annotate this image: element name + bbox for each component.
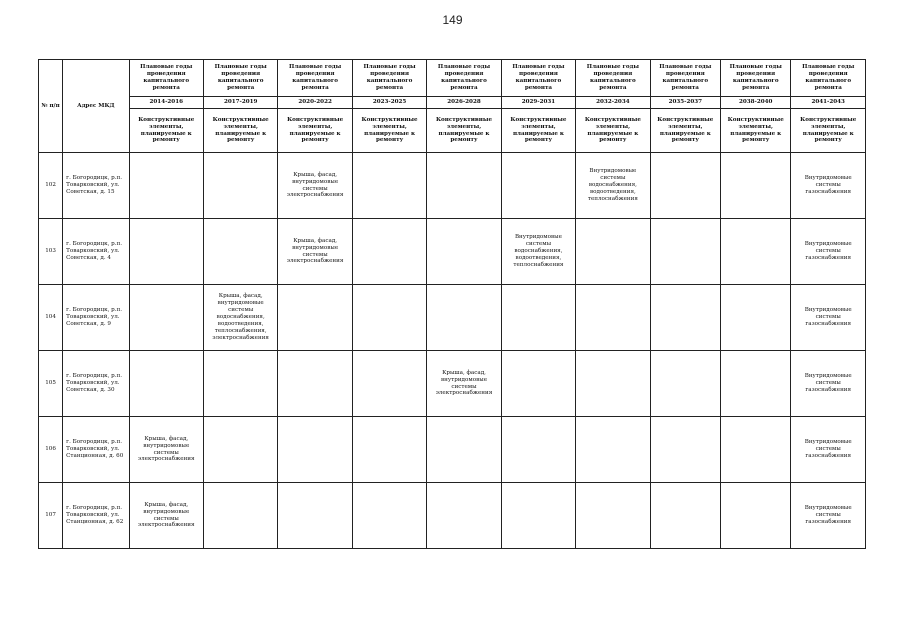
repair-elements-cell [501,417,575,483]
repair-elements-cell: Крыша, фасад, внутридомовые системы электроснабжения [278,153,352,219]
repair-elements-cell [129,153,203,219]
repair-elements-cell: Внутридомовые системы газоснабжения [791,483,866,549]
address-cell: г. Богородицк, р.п. Товарковский, ул. Советская, д. 30 [63,351,129,417]
elements-subheader: Конструктивные элементы, планируемые к ремонту [129,109,203,153]
repair-elements-cell [278,483,352,549]
num-column-header: № п/п [39,60,63,153]
repair-elements-cell [650,219,720,285]
header-row-years [39,97,866,109]
repair-elements-cell [427,285,501,351]
header-row-titles [39,60,866,97]
address-cell: г. Богородицк, р.п. Товарковский, ул. Советская, д. 4 [63,219,129,285]
period-title: Плановые годы проведения капитального ремонта [352,60,426,97]
period-years: 2038-2040 [721,97,791,109]
repair-elements-cell [721,417,791,483]
elements-subheader: Конструктивные элементы, планируемые к ремонту [650,109,720,153]
repair-elements-cell [352,285,426,351]
period-years: 2035-2037 [650,97,720,109]
table-row [39,483,866,549]
repair-elements-cell [576,219,650,285]
repair-elements-cell [352,483,426,549]
table-row [39,153,866,219]
repair-elements-cell [650,417,720,483]
table-row [39,285,866,351]
repair-elements-cell [721,351,791,417]
table-row [39,351,866,417]
period-title: Плановые годы проведения капитального ремонта [721,60,791,97]
period-years: 2041-2043 [791,97,866,109]
repair-elements-cell [650,153,720,219]
table-row [39,219,866,285]
period-title: Плановые годы проведения капитального ремонта [129,60,203,97]
repair-elements-cell [721,285,791,351]
repair-elements-cell: Крыша, фасад, внутридомовые системы электроснабжения [129,417,203,483]
row-number: 104 [39,285,63,351]
repair-elements-cell [501,483,575,549]
repair-elements-cell [501,351,575,417]
repair-elements-cell: Крыша, фасад, внутридомовые системы электроснабжения [427,351,501,417]
period-years: 2023-2025 [352,97,426,109]
repair-elements-cell: Крыша, фасад, внутридомовые системы водоснабжения, водоотведения, теплоснабжения, электроснабжения [203,285,277,351]
address-cell: г. Богородицк, р.п. Товарковский, ул. Станционная, д. 60 [63,417,129,483]
repair-elements-cell: Внутридомовые системы газоснабжения [791,153,866,219]
repair-elements-cell [576,417,650,483]
repair-elements-cell [278,351,352,417]
address-column-header: Адрес МКД [63,60,129,153]
repair-elements-cell: Внутридомовые системы водоснабжения, водоотведения, теплоснабжения [576,153,650,219]
elements-subheader: Конструктивные элементы, планируемые к ремонту [501,109,575,153]
repair-elements-cell [427,153,501,219]
elements-subheader: Конструктивные элементы, планируемые к ремонту [576,109,650,153]
address-cell: г. Богородицк, р.п. Товарковский, ул. Советская, д. 9 [63,285,129,351]
table-row [39,417,866,483]
repair-elements-cell [129,351,203,417]
elements-subheader: Конструктивные элементы, планируемые к ремонту [352,109,426,153]
period-title: Плановые годы проведения капитального ремонта [278,60,352,97]
period-years: 2032-2034 [576,97,650,109]
repair-elements-cell [576,285,650,351]
repair-elements-cell: Внутридомовые системы газоснабжения [791,219,866,285]
repair-elements-cell [352,417,426,483]
period-years: 2017-2019 [203,97,277,109]
repair-elements-cell [650,285,720,351]
capital-repair-schedule-table [38,59,866,549]
period-title: Плановые годы проведения капитального ремонта [650,60,720,97]
repair-elements-cell [427,219,501,285]
repair-elements-cell [278,417,352,483]
repair-elements-cell: Внутридомовые системы водоснабжения, водоотведения, теплоснабжения [501,219,575,285]
repair-elements-cell [129,219,203,285]
repair-elements-cell [203,153,277,219]
repair-elements-cell: Внутридомовые системы газоснабжения [791,417,866,483]
period-years: 2020-2022 [278,97,352,109]
elements-subheader: Конструктивные элементы, планируемые к ремонту [427,109,501,153]
row-number: 102 [39,153,63,219]
address-cell: г. Богородицк, р.п. Товарковский, ул. Станционная, д. 62 [63,483,129,549]
repair-elements-cell [129,285,203,351]
repair-elements-cell [650,483,720,549]
period-title: Плановые годы проведения капитального ремонта [427,60,501,97]
elements-subheader: Конструктивные элементы, планируемые к ремонту [278,109,352,153]
page-number: 149 [442,13,463,27]
row-number: 103 [39,219,63,285]
elements-subheader: Конструктивные элементы, планируемые к ремонту [203,109,277,153]
period-years: 2029-2031 [501,97,575,109]
address-cell: г. Богородицк, р.п. Товарковский, ул. Советская, д. 15 [63,153,129,219]
row-number: 107 [39,483,63,549]
repair-elements-cell [501,285,575,351]
repair-elements-cell [352,351,426,417]
repair-elements-cell [203,219,277,285]
row-number: 106 [39,417,63,483]
repair-elements-cell [576,483,650,549]
repair-elements-cell: Внутридомовые системы газоснабжения [791,285,866,351]
period-title: Плановые годы проведения капитального ремонта [501,60,575,97]
header-row-elements [39,109,866,153]
repair-elements-cell [203,417,277,483]
repair-elements-cell: Крыша, фасад, внутридомовые системы электроснабжения [129,483,203,549]
period-years: 2014-2016 [129,97,203,109]
repair-elements-cell: Внутридомовые системы газоснабжения [791,351,866,417]
period-years: 2026-2028 [427,97,501,109]
repair-elements-cell [203,483,277,549]
repair-elements-cell [650,351,720,417]
row-number: 105 [39,351,63,417]
elements-subheader: Конструктивные элементы, планируемые к ремонту [721,109,791,153]
repair-elements-cell: Крыша, фасад, внутридомовые системы электроснабжения [278,219,352,285]
repair-elements-cell [721,153,791,219]
repair-elements-cell [427,417,501,483]
repair-elements-cell [352,153,426,219]
repair-elements-cell [721,219,791,285]
repair-elements-cell [576,351,650,417]
repair-elements-cell [427,483,501,549]
table-body [39,153,866,549]
period-title: Плановые годы проведения капитального ремонта [576,60,650,97]
elements-subheader: Конструктивные элементы, планируемые к ремонту [791,109,866,153]
period-title: Плановые годы проведения капитального ремонта [791,60,866,97]
repair-elements-cell [721,483,791,549]
repair-elements-cell [278,285,352,351]
repair-elements-cell [203,351,277,417]
repair-elements-cell [501,153,575,219]
period-title: Плановые годы проведения капитального ремонта [203,60,277,97]
repair-elements-cell [352,219,426,285]
